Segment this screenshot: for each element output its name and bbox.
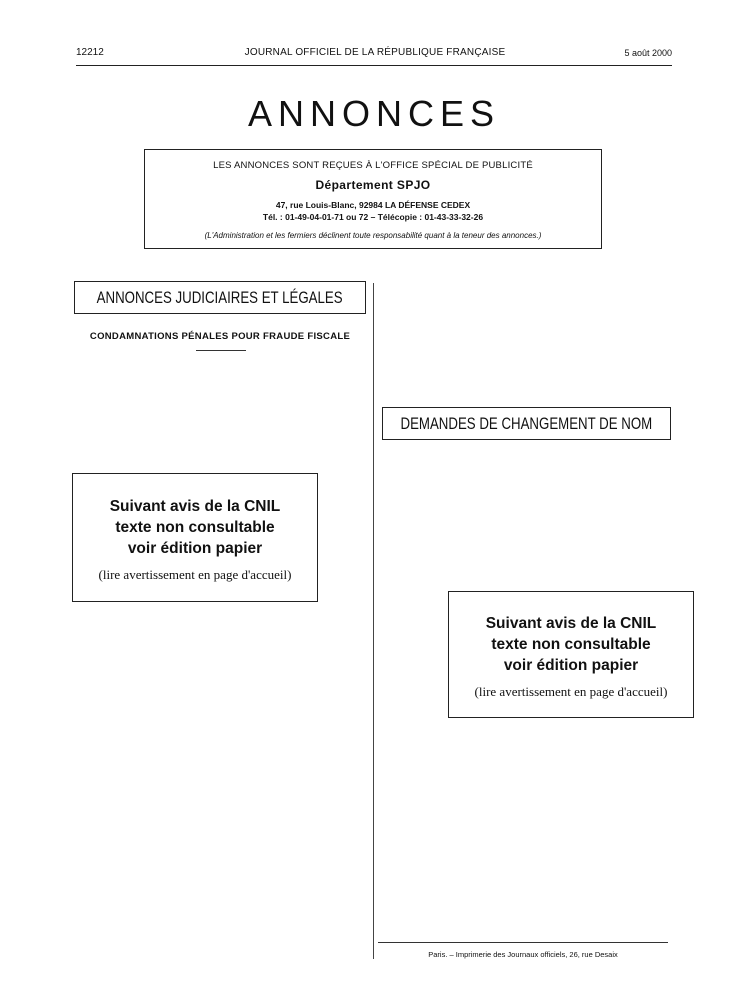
issue-date: 5 août 2000 [624, 48, 672, 58]
notice-phones: Tél. : 01-49-04-01-71 ou 72 – Télécopie : 01-43-33-32-26 [262, 212, 484, 222]
cnil-notice-left [72, 473, 318, 602]
notice-disclaimer: (L'Administration et les fermiers déclinent toute responsabilité quant à la teneur des annonces.) [204, 231, 542, 240]
notice-intro: LES ANNONCES SONT REÇUES À L'OFFICE SPÉCIAL DE PUBLICITÉ [213, 160, 533, 171]
page-number: 12212 [76, 47, 104, 58]
column-divider [373, 283, 374, 959]
cnil-line-2: texte non consultable [491, 636, 651, 653]
subheading-condamnations: CONDAMNATIONS PÉNALES POUR FRAUDE FISCALE [89, 331, 351, 342]
section-title-judiciaires [74, 281, 366, 314]
cnil-line-2: texte non consultable [115, 519, 275, 536]
notice-department: Département SPJO [315, 178, 431, 192]
footer-rule [378, 942, 668, 943]
cnil-notice-right [448, 591, 694, 718]
notice-address: 47, rue Louis-Blanc, 92984 LA DÉFENSE CEDEX [275, 200, 471, 210]
publicity-notice-box [144, 149, 602, 249]
section-title-changement-nom-label: DEMANDES DE CHANGEMENT DE NOM [400, 413, 653, 433]
cnil-note: (lire avertissement en page d'accueil) [474, 684, 668, 699]
cnil-line-3: voir édition papier [127, 540, 263, 557]
cnil-line-1: Suivant avis de la CNIL [485, 615, 657, 632]
subheading-rule [196, 350, 246, 351]
printer-imprint: Paris. – Imprimerie des Journaux officiels, 26, rue Desaix [428, 950, 618, 959]
journal-title: JOURNAL OFFICIEL DE LA RÉPUBLIQUE FRANÇAISE [244, 47, 506, 58]
section-title-changement-nom [382, 407, 671, 440]
cnil-note: (lire avertissement en page d'accueil) [98, 567, 292, 582]
page-title: ANNONCES [247, 93, 501, 134]
cnil-line-1: Suivant avis de la CNIL [109, 498, 281, 515]
header-rule [76, 65, 672, 66]
section-title-judiciaires-label: ANNONCES JUDICIAIRES ET LÉGALES [97, 287, 343, 307]
cnil-line-3: voir édition papier [503, 657, 639, 674]
